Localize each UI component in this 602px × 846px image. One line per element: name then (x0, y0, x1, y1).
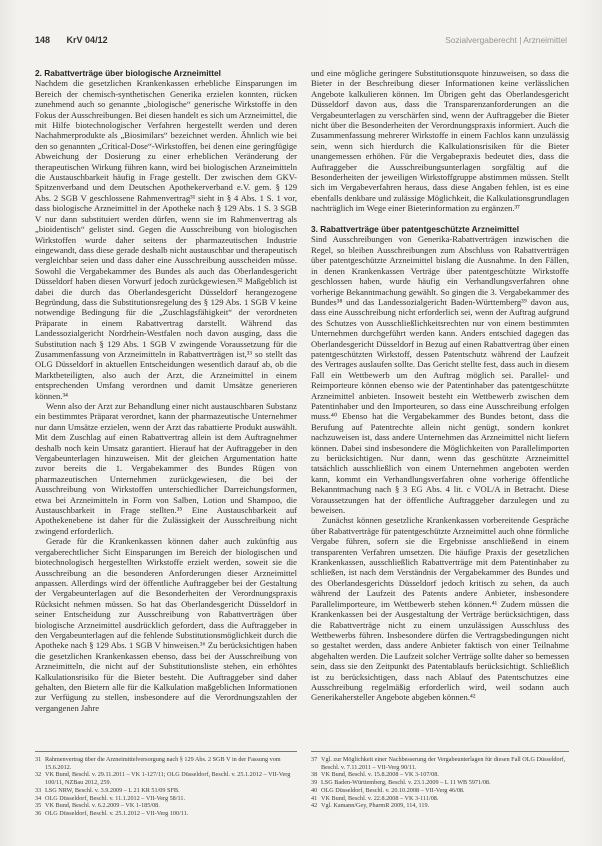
footnote (35, 810, 297, 818)
section-title: Sozialvergaberecht | Arzneimittel (445, 35, 567, 45)
footnote-text: VK Bund, Beschl. v. 22.8.2008 – VK 3-111/08. (321, 794, 439, 802)
body-paragraph: Wenn also der Arzt zur Behandlung einer nicht austauschbaren Substanz ein bestimmtes Präparat verordnet, kann der pharmazeutische Unternehmer nur dann Umsätze erzielen, wenn der Arzt das rabattierte Produkt auswählt. Mit dem Zuschlag auf einen Rabattvertrag allein ist dem Auftragnehmer deshalb noch kein Umsatz garantiert. Hierauf hat der Auftraggeber in den Vergabeunterlagen hinzuweisen. Mit der gleichen Argumentation hatte zuvor bereits die 1. Vergabekammer des Bundes Rügen von pharmazeutischen Unternehmen zurückgewiesen, die bei der Ausschreibung von Wirkstoffen unterschiedlicher Darreichungsformen, etwa bei Arzneimitteln in Form von Salben, Lotion und Shampoo, die Austauschbarkeit in Frage stellten.³⁵ Eine Austauschbarkeit auf Apothekenebene ist daher für die Zulässigkeit der Ausschreibung nicht zwingend erforderlich. (35, 401, 297, 536)
section-heading-biologics: 2. Rabattverträge über biologische Arzneimittel (35, 68, 221, 78)
footnote (311, 795, 569, 803)
footnote (311, 756, 569, 771)
footnote-number: 32 (35, 771, 42, 779)
footnote-number: 38 (311, 771, 318, 779)
footnotes-left (35, 751, 297, 818)
footnote (311, 771, 569, 779)
footnote (35, 802, 297, 810)
footnote-text: LSG NRW, Beschl. v. 3.9.2009 – L 21 KR 51/09 SFB. (45, 786, 180, 794)
footnote-text: VK Bund, Beschl. v. 15.8.2008 – VK 3-107/08. (321, 771, 439, 779)
footnote-text: LSG Baden-Württemberg, Beschl. v. 23.1.2009 – L 11 WB 5971/08. (321, 779, 491, 787)
footnotes-right (311, 751, 569, 810)
footnote-text: OLG Düsseldorf, Beschl. v. 20.10.2008 – VII-Verg 46/08. (321, 786, 465, 794)
body-paragraph: Gerade für die Krankenkassen können daher auch zukünftig aus vergaberechtlicher Sicht Einsparungen im Bereich der biologischen und biotechnologisch hergestellten Wirkstoffe erzielt werden, soweit sie die Ausschreibung an die besonderen Anforderungen dieser Arzneimittel anpassen. Allerdings wird der öffentliche Auftraggeber bei der Gestaltung der Vergabeunterlagen auf die Besonderheiten der Verordnungspraxis Rücksicht nehmen müssen. So hat das Oberlandesgericht Düsseldorf in seiner Entscheidung zur Ausschreibung von Rabattverträgen über biologische Arzneimittel ausdrücklich gefordert, dass die Auftraggeber in den Vergabeunterlagen auf die fehlende Substitutionsmöglichkeit durch die Apotheke nach § 129 Abs. 1 SGB V hinweisen.³⁶ Zu berücksichtigen haben die gesetzlichen Krankenkassen ebenso, dass bei der Ausschreibung von Arzneimitteln, die nicht auf der Substitutionsliste stehen, ein erhöhtes Kalkulationsrisiko für die Bieter besteht. Die Auftraggeber sind daher gehalten, den Bietern alle für die Kalkulation maßgeblichen Informationen zur Verfügung zu stellen, insbesondere auf die Verordnungszahlen der vergangenen Jahre (35, 536, 297, 713)
running-header (35, 34, 567, 48)
footnote-number: 40 (311, 786, 318, 794)
footnote (311, 787, 569, 795)
footnote-number: 37 (311, 756, 318, 763)
footnote-text: OLG Düsseldorf, Beschl. v. 11.1.2012 – VII-Verg 58/11. (45, 794, 186, 802)
footnote-number: 31 (35, 756, 42, 763)
footnote-number: 36 (35, 809, 42, 817)
footnote-number: 39 (311, 779, 318, 787)
body-paragraph: Zunächst können gesetzliche Krankenkassen vorbereitende Gespräche über Rabattverträge für patentgeschützte Arzneimittel auch ohne förmliche Vergabe führen, sofern sie die Ergebnisse anschließend in einem transparenten Verfahren umsetzen. Die häufige Praxis der gesetzlichen Krankenkassen, ausschließlich Rabattverträge mit dem Patentinhaber zu schließen, ist nach dem Verständnis der Vergabekammer des Bundes und des Oberlandesgerichts Düsseldorf jedoch kritisch zu sehen, da auch während der Laufzeit des Patents andere Anbieter, insbesondere Parallelimporteure, im Wettbewerb stehen können.⁴¹ Zudem müssen die Krankenkassen bei der Ausgestaltung der Verträge berücksichtigen, dass die Rabattverträge nicht zu einem unzulässigen Ausschluss des Wettbewerbs führen. Insbesondere dürfen die Vertragsbedingungen nicht so gestaltet werden, dass andere Anbieter faktisch von einer Teilnahme abgehalten werden. Die Laufzeit solcher Verträge sollte daher so bemessen sein, dass sie den Zeitpunkt des Patentablaufs berücksichtigt. Schließlich ist zu berücksichtigen, dass nach Ablauf des Patentschutzes eine Ausschreibung regelmäßig erforderlich wird, weil sodann auch Generikahersteller Angebote abgeben können.⁴² (311, 515, 569, 703)
body-paragraph: Nachdem die gesetzlichen Krankenkassen erhebliche Einsparungen im Bereich der chemisch-synthetischen Generika erzielen konnten, rücken zunehmend auch so genannte „biologische“ generische Wirkstoffe in den Fokus der Ausschreibungen. Bei diesen handelt es sich um Arzneimittel, die mit Hilfe biotechnologischer Verfahren hergestellt werden und deren Nachahmerprodukte als „Biosimilars“ bezeichnet werden. Ähnlich wie bei den so genannten „Critical-Dose“-Wirkstoffen, bei denen eine geringfügige Abweichung der Dosierung zu einer erheblichen Veränderung der therapeutischen Wirkung führen kann, wird bei biologischen Arzneimitteln die Austauschbarkeit häufig in Frage gestellt. Der zwischen dem GKV-Spitzenverband und dem Deutschen Apothekerverband e.V. gem. § 129 Abs. 2 SGB V geschlossene Rahmenvertrag³¹ sieht in § 4 Abs. 1 S. 1 vor, dass biologische Arzneimittel in der Apotheke nach § 129 Abs. 1 S. 3 SGB V nur dann substituiert werden dürfen, wenn sie im Rahmenvertrag als „bioidentisch“ gelistet sind. Gegen die Ausschreibung von biologischen Wirkstoffen wurde daher seitens der pharmazeutischen Industrie eingewandt, dass diese gerade deshalb nicht austauschbar und therapeutisch vergleichbar seien und dass daher eine Ausschreibung ausscheiden müsse. Sowohl die Vergabekammer des Bundes als auch das Oberlandesgericht Düsseldorf haben diesen Vorwurf jedoch zurückgewiesen.³² Maßgeblich ist dabei die durch das Oberlandesgericht Düsseldorf herangezogene Begründung, dass die Substitutionsregelung des § 129 Abs. 1 SGB V keine notwendige Bedingung für die „Zuschlagsfähigkeit“ der verordneten Präparate in einem Rabattvertrag darstellt. Während das Landessozialgericht Nordrhein-Westfalen noch davon ausging, dass die Substitution nach § 129 Abs. 1 SGB V zwingende Voraussetzung für die Zusammenfassung von Arzneimitteln in Rabattverträgen ist,³³ so stellt das OLG Düsseldorf in aktuellen Entscheidungen wesentlich darauf ab, ob die Marktbeteiligten, also auch der Arzt, die Arzneimittel in einem entsprechenden Umfang verordnen und damit Umsätze generieren können.³⁴ (35, 78, 297, 401)
footnote-number: 33 (35, 786, 42, 794)
footnote-text: Rahmenvertrag über die Arzneimittelversorgung nach § 129 Abs. 2 SGB V in der Fassung vom 15.6.2012. (45, 756, 281, 771)
right-column (311, 68, 569, 748)
footnote-text: Vgl. Kamann/Gey, PharmR 2009, 114, 119. (321, 802, 430, 810)
page-number: 148 (35, 35, 51, 45)
footnote-text: Vgl. zur Möglichkeit einer Nachbesserung der Vergabeunterlagen für diesen Fall OLG Düsseldorf, Beschl. v. 7.11.2011 – VII-Verg 90/11. (321, 756, 566, 771)
footnote-text: VK Bund, Beschl. v. 29.11.2011 – VK 1-127/11; OLG Düsseldorf, Beschl. v. 25.1.2012 – VII-Verg 100/11, NZBau 2012, 259. (45, 771, 291, 787)
journal-issue: KrV 04/12 (66, 35, 108, 45)
body-paragraph: und eine mögliche geringere Substitutionsquote hinzuweisen, so dass die Bieter in der Beschreibung dieser Informationen keine verlässlichen Angebote kalkulieren können. Im Übrigen geht das Oberlandesgericht Düsseldorf davon aus, dass die Transparenzanforderungen an die Vergabeunterlagen zu verschärfen sind, wenn der Auftraggeber die Bieter nicht über die Besonderheiten der Verordnungspraxis informiert. Auch die Zusammenfassung mehrerer Wirkstoffe in einem Fachlos kann unzulässig sein, wenn sich hierdurch die Kalkulationsrisiken für die Bieter unangemessen erhöhen. Für die Vergabepraxis bedeutet dies, dass die Auftraggeber die Ausschreibungsunterlagen sorgfältig auf die Besonderheiten der jeweiligen Wirkstoffgruppe abstimmen müssen. Stellt sich im Vergabeverfahren heraus, dass diese Angaben fehlen, ist es eine ebenfalls denkbare und zulässige Möglichkeit, die Kalkulationsgrundlagen nachträglich im Wege einer Bieterinformation zu ergänzen.³⁷ (311, 68, 569, 214)
section-heading-patented: 3. Rabattverträge über patentgeschützte Arzneimittel (311, 224, 520, 235)
footnote (35, 787, 297, 795)
footnote-number: 41 (311, 794, 318, 802)
footnote (311, 779, 569, 787)
footnote-number: 34 (35, 794, 42, 802)
left-column (35, 68, 297, 748)
footnote-text: VK Bund, Beschl. v. 6.2.2009 – VK 1-185/08. (45, 802, 160, 810)
footnote-text: OLG Düsseldorf, Beschl. v. 25.1.2012 – VII-Verg 100/11. (45, 809, 189, 817)
footnote (35, 795, 297, 803)
footnote (35, 756, 297, 771)
footnote (35, 771, 297, 786)
footnote (311, 802, 569, 810)
footnote-number: 35 (35, 802, 42, 810)
footnote-number: 42 (311, 802, 318, 810)
body-paragraph: Sind Ausschreibungen von Generika-Rabattverträgen inzwischen die Regel, so bleiben Ausschreibungen zum Abschluss von Rabattverträgen über patentgeschützte Arzneimittel bislang die Ausnahme. In den Fällen, in denen Krankenkassen Verträge über patentgeschützte Wirkstoffe geschlossen haben, wurde häufig ein Verhandlungsverfahren ohne vorherige Bekanntmachung gewählt. So gingen die 3. Vergabekammer des Bundes³⁸ und das Landessozialgericht Baden-Württemberg³⁹ davon aus, dass eine Ausschreibung nicht erforderlich sei, wenn der Auftrag aufgrund des Schutzes von Ausschließlichkeitsrechten nur von einem bestimmten Unternehmen durchgeführt werden kann. Anders entschied dagegen das Oberlandesgericht Düsseldorf in Bezug auf einen Rabattvertrag über einen patentgeschützten Wirkstoff, dessen Patentschutz während der Laufzeit des Vertrages auslaufen sollte. Das Gericht stellte fest, dass auch in diesem Fall ein Wettbewerb um den Auftrag möglich sei. Parallel- und Reimporteure können ebenso wie der Patentinhaber das patentgeschützte Arzneimittel anbieten. Insoweit besteht ein Wettbewerb zwischen dem Patentinhaber und den Importeuren, so dass eine Ausschreibung erfolgen muss.⁴⁰ Ebenso hat die Vergabekammer des Bundes betont, dass die Berufung auf Patentrechte allein nicht genügt, sondern konkret nachzuweisen ist, dass andere Unternehmen das Arzneimittel nicht liefern können. Dabei sind insbesondere die Möglichkeiten von Parallelimporten zu berücksichtigen. Nur dann, wenn das geschützte Arzneimittel tatsächlich ausschließlich von einem Unternehmen angeboten werden kann, kommt ein Verhandlungsverfahren ohne vorherige öffentliche Bekanntmachung nach § 3 EG Abs. 4 lit. c VOL/A in Betracht. Diese Voraussetzungen hat der öffentliche Auftraggeber darzulegen und zu beweisen. (311, 234, 569, 516)
